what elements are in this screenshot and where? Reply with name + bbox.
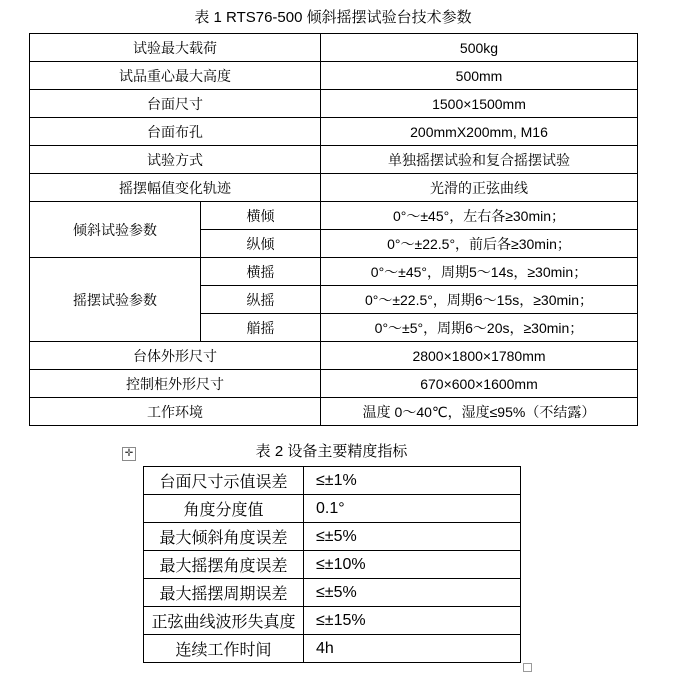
table-row bbox=[144, 607, 521, 635]
table-row bbox=[30, 398, 638, 426]
t1-sway-value-yaw: 0°～±5°，周期6～20s，≥30min； bbox=[321, 314, 638, 342]
t1-label-platform-dims: 台体外形尺寸 bbox=[30, 342, 321, 370]
t1-tilt-sub-roll: 横倾 bbox=[201, 202, 321, 230]
t1-sway-sub-roll: 横摇 bbox=[201, 258, 321, 286]
t1-sway-value-pitch: 0°～±22.5°，周期6～15s，≥30min； bbox=[321, 286, 638, 314]
t1-value-test-mode: 单独摇摆试验和复合摇摆试验 bbox=[321, 146, 638, 174]
t1-tilt-value-pitch: 0°～±22.5°，前后各≥30min； bbox=[321, 230, 638, 258]
table-row bbox=[30, 62, 638, 90]
t1-sway-value-roll: 0°～±45°，周期5～14s，≥30min； bbox=[321, 258, 638, 286]
table-row bbox=[30, 258, 638, 286]
t1-sway-sub-yaw: 艏摇 bbox=[201, 314, 321, 342]
t1-value-hole-pattern: 200mmX200mm, M16 bbox=[321, 118, 638, 146]
table-row bbox=[144, 495, 521, 523]
t1-label-test-mode: 试验方式 bbox=[30, 146, 321, 174]
table2-caption: 表 2 设备主要精度指标 bbox=[255, 443, 408, 460]
table-row bbox=[30, 342, 638, 370]
table2-precision-indicators bbox=[143, 466, 521, 663]
table-row bbox=[30, 34, 638, 62]
t1-value-platform-dims: 2800×1800×1780mm bbox=[321, 342, 638, 370]
t1-value-work-env: 温度 0～40℃，湿度≤95%（不结露） bbox=[321, 398, 638, 426]
t2-label-max-sway-period-error: 最大摇摆周期误差 bbox=[144, 579, 304, 607]
t2-label-max-tilt-error: 最大倾斜角度误差 bbox=[144, 523, 304, 551]
table1-technical-parameters bbox=[29, 33, 638, 426]
t2-label-continuous-work-time: 连续工作时间 bbox=[144, 635, 304, 663]
t1-label-table-size: 台面尺寸 bbox=[30, 90, 321, 118]
t1-sway-sub-pitch: 纵摇 bbox=[201, 286, 321, 314]
table-row bbox=[30, 90, 638, 118]
t1-value-cabinet-dims: 670×600×1600mm bbox=[321, 370, 638, 398]
t2-label-size-error: 台面尺寸示值误差 bbox=[144, 467, 304, 495]
table-row bbox=[30, 118, 638, 146]
table1-caption: 表 1 RTS76-500 倾斜摇摆试验台技术参数 bbox=[194, 9, 472, 26]
t1-label-cabinet-dims: 控制柜外形尺寸 bbox=[30, 370, 321, 398]
table-row bbox=[30, 202, 638, 230]
t1-label-max-cg-height: 试品重心最大高度 bbox=[30, 62, 321, 90]
t2-value-size-error: ≤±1% bbox=[304, 467, 521, 495]
move-cross-icon: ✛ bbox=[124, 448, 134, 459]
t2-value-max-sway-period-error: ≤±5% bbox=[304, 579, 521, 607]
table-row bbox=[30, 370, 638, 398]
table-row bbox=[144, 635, 521, 663]
t2-label-max-sway-angle-error: 最大摇摆角度误差 bbox=[144, 551, 304, 579]
t2-value-continuous-work-time: 4h bbox=[304, 635, 521, 663]
table2-resize-handle[interactable] bbox=[523, 663, 532, 672]
t2-value-angle-resolution: 0.1° bbox=[304, 495, 521, 523]
t2-value-max-tilt-error: ≤±5% bbox=[304, 523, 521, 551]
t1-tilt-sub-pitch: 纵倾 bbox=[201, 230, 321, 258]
table-row bbox=[30, 146, 638, 174]
table-row bbox=[144, 579, 521, 607]
t1-label-hole-pattern: 台面布孔 bbox=[30, 118, 321, 146]
t2-value-sine-distortion: ≤±15% bbox=[304, 607, 521, 635]
t1-tilt-value-roll: 0°～±45°，左右各≥30min； bbox=[321, 202, 638, 230]
t1-label-max-load: 试验最大载荷 bbox=[30, 34, 321, 62]
t1-value-table-size: 1500×1500mm bbox=[321, 90, 638, 118]
t1-label-work-env: 工作环境 bbox=[30, 398, 321, 426]
t2-value-max-sway-angle-error: ≤±10% bbox=[304, 551, 521, 579]
table-row bbox=[30, 174, 638, 202]
t1-value-max-cg-height: 500mm bbox=[321, 62, 638, 90]
t1-value-max-load: 500kg bbox=[321, 34, 638, 62]
t1-label-sway-trajectory: 摇摆幅值变化轨迹 bbox=[30, 174, 321, 202]
t2-label-sine-distortion: 正弦曲线波形失真度 bbox=[144, 607, 304, 635]
t1-tilt-group-label: 倾斜试验参数 bbox=[30, 202, 201, 258]
table-row bbox=[144, 523, 521, 551]
t2-label-angle-resolution: 角度分度值 bbox=[144, 495, 304, 523]
table-row bbox=[144, 551, 521, 579]
t1-value-sway-trajectory: 光滑的正弦曲线 bbox=[321, 174, 638, 202]
table2-move-handle[interactable] bbox=[122, 447, 136, 461]
t1-sway-group-label: 摇摆试验参数 bbox=[30, 258, 201, 342]
table-row bbox=[144, 467, 521, 495]
